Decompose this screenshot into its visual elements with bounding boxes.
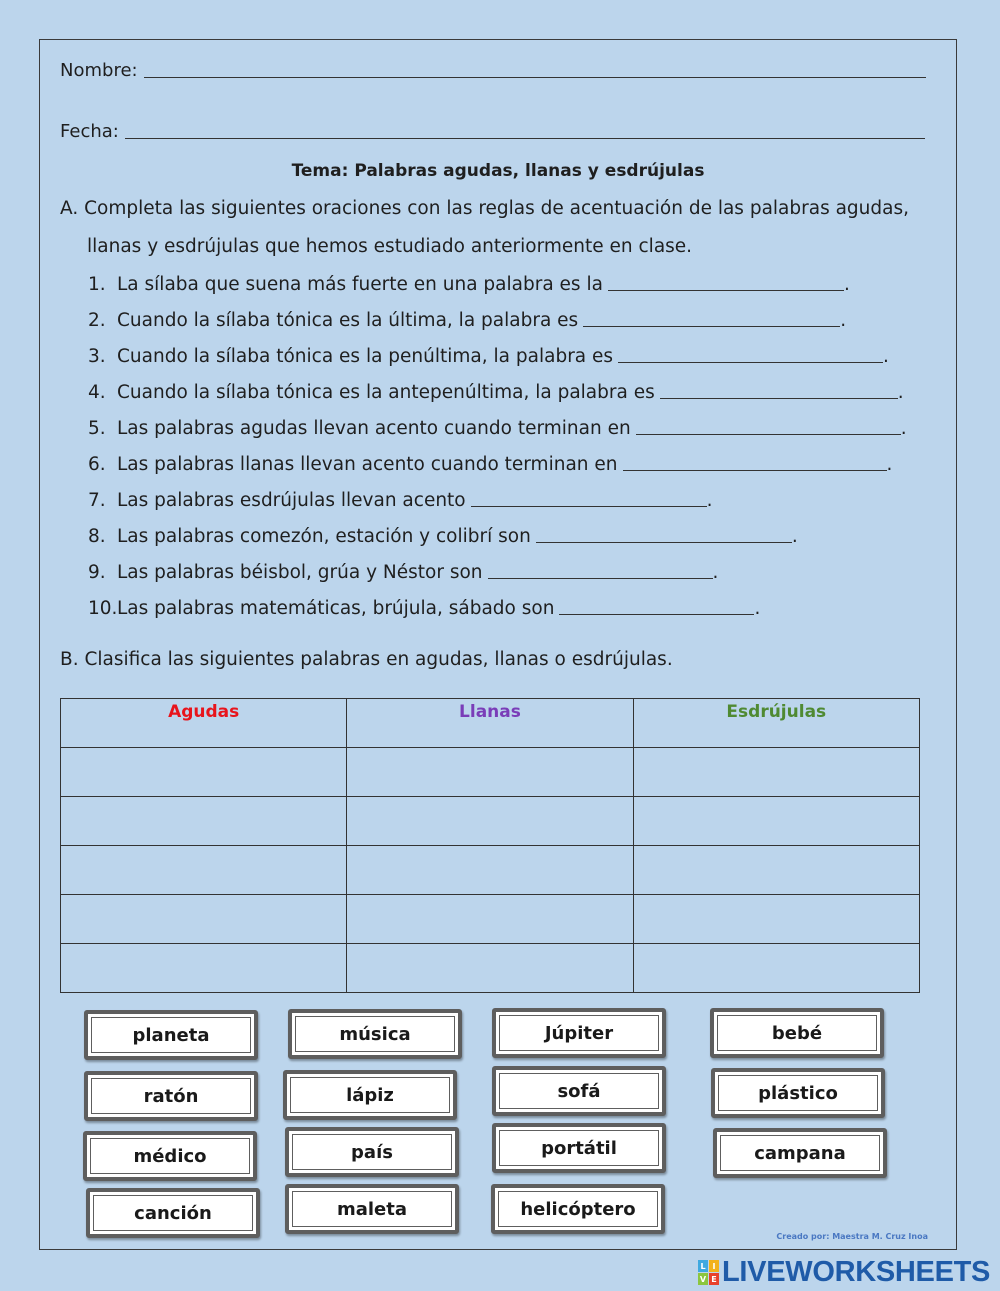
answer-blank[interactable] (488, 577, 713, 579)
question-period: . (886, 454, 893, 475)
question-item (88, 454, 892, 475)
question-number: 8. (88, 526, 106, 547)
answer-blank[interactable] (536, 541, 792, 543)
classification-table (60, 698, 920, 993)
question-number: 3. (88, 346, 106, 367)
drop-cell[interactable] (633, 748, 919, 797)
drop-cell[interactable] (633, 797, 919, 846)
question-period: . (900, 418, 907, 439)
question-number: 4. (88, 382, 106, 403)
answer-blank[interactable] (471, 505, 707, 507)
word-card[interactable] (285, 1127, 459, 1177)
worksheet-title: Tema: Palabras agudas, llanas y esdrújulas (291, 161, 705, 181)
question-number: 10. (88, 598, 118, 619)
question-text: La sílaba que suena más fuerte en una palabra es la (117, 274, 603, 295)
question-text: Las palabras béisbol, grúa y Néstor son (117, 562, 483, 583)
question-number: 2. (88, 310, 106, 331)
question-item (88, 562, 718, 583)
word-card-label: planeta (91, 1017, 251, 1053)
question-text: Cuando la sílaba tónica es la última, la palabra es (117, 310, 579, 331)
answer-blank[interactable] (559, 613, 754, 615)
word-card[interactable] (713, 1128, 887, 1178)
word-card-label: sofá (499, 1073, 659, 1109)
drop-cell[interactable] (633, 895, 919, 944)
question-item (88, 346, 889, 367)
word-card[interactable] (83, 1131, 257, 1181)
question-number: 9. (88, 562, 106, 583)
word-card[interactable] (491, 1184, 665, 1234)
answer-blank[interactable] (636, 433, 901, 435)
column-header-llanas: Llanas (347, 699, 633, 748)
date-input-line[interactable] (125, 137, 925, 139)
word-card[interactable] (283, 1070, 457, 1120)
word-card-label: portátil (499, 1130, 659, 1166)
drop-cell[interactable] (61, 797, 347, 846)
word-card[interactable] (86, 1188, 260, 1238)
question-text: Cuando la sílaba tónica es la penúltima, la palabra es (117, 346, 614, 367)
drop-cell[interactable] (633, 944, 919, 993)
word-card[interactable] (84, 1010, 258, 1060)
word-card-label: médico (90, 1138, 250, 1174)
name-field (60, 60, 926, 81)
column-header-esdrujulas: Esdrújulas (633, 699, 919, 748)
drop-cell[interactable] (347, 797, 633, 846)
question-period: . (791, 526, 798, 547)
word-card-label: lápiz (290, 1077, 450, 1113)
answer-blank[interactable] (608, 289, 844, 291)
word-card[interactable] (285, 1184, 459, 1234)
question-period: . (840, 310, 847, 331)
word-card-label: bebé (717, 1015, 877, 1051)
question-number: 1. (88, 274, 106, 295)
brand-name: LIVEWORKSHEETS (722, 1256, 991, 1288)
drop-cell[interactable] (347, 944, 633, 993)
question-text: Las palabras comezón, estación y colibrí son (117, 526, 531, 547)
author-credit: Creado por: Maestra M. Cruz Inoa (776, 1232, 928, 1241)
drop-cell[interactable] (347, 895, 633, 944)
question-period: . (712, 562, 719, 583)
word-card-label: plástico (718, 1075, 878, 1111)
word-card[interactable] (492, 1008, 666, 1058)
liveworksheets-brand (698, 1256, 990, 1289)
word-card-label: ratón (91, 1078, 251, 1114)
logo-letter: I (709, 1260, 719, 1272)
answer-blank[interactable] (583, 325, 840, 327)
question-item (88, 598, 760, 619)
logo-letter: L (698, 1260, 708, 1272)
drop-cell[interactable] (61, 944, 347, 993)
answer-blank[interactable] (660, 397, 898, 399)
question-text: Las palabras matemáticas, brújula, sábado son (117, 598, 555, 619)
drop-cell[interactable] (61, 895, 347, 944)
drop-cell[interactable] (61, 846, 347, 895)
worksheet (39, 39, 957, 1250)
drop-cell[interactable] (347, 748, 633, 797)
question-item (88, 526, 798, 547)
word-card-label: Júpiter (499, 1015, 659, 1051)
word-card-label: campana (720, 1135, 880, 1171)
question-period: . (706, 490, 713, 511)
question-period: . (883, 346, 889, 367)
question-number: 7. (88, 490, 106, 511)
question-text: Las palabras agudas llevan acento cuando terminan en (117, 418, 631, 439)
question-text: Las palabras llanas llevan acento cuando terminan en (117, 454, 618, 475)
drop-cell[interactable] (61, 748, 347, 797)
word-card-label: música (295, 1016, 455, 1052)
word-card[interactable] (710, 1008, 884, 1058)
answer-blank[interactable] (623, 469, 887, 471)
question-period: . (754, 598, 761, 619)
word-card-label: helicóptero (498, 1191, 658, 1227)
question-number: 5. (88, 418, 106, 439)
question-number: 6. (88, 454, 106, 475)
question-item (88, 418, 907, 439)
word-card[interactable] (288, 1009, 462, 1059)
question-item (88, 490, 713, 511)
word-card[interactable] (492, 1123, 666, 1173)
name-label: Nombre: (60, 60, 138, 81)
date-field (60, 121, 925, 142)
word-card-label: canción (93, 1195, 253, 1231)
question-period: . (843, 274, 850, 295)
word-card-label: país (292, 1134, 452, 1170)
logo-letter: E (709, 1273, 719, 1285)
question-item (88, 274, 850, 295)
drop-cell[interactable] (633, 846, 919, 895)
section-a-instruction-line1: A. Completa las siguientes oraciones con las reglas de acentuación de las palabras agudas, (60, 198, 909, 219)
date-label: Fecha: (60, 121, 119, 142)
liveworksheets-logo-icon (698, 1260, 719, 1285)
question-item (88, 382, 904, 403)
question-text: Las palabras esdrújulas llevan acento (117, 490, 466, 511)
drop-cell[interactable] (347, 846, 633, 895)
question-period: . (897, 382, 904, 403)
name-input-line[interactable] (144, 76, 926, 78)
logo-letter: V (699, 1274, 707, 1284)
word-card[interactable] (711, 1068, 885, 1118)
word-card[interactable] (492, 1066, 666, 1116)
section-b-instruction: B. Clasifica las siguientes palabras en agudas, llanas o esdrújulas. (60, 649, 673, 670)
section-a-instruction-line2: llanas y esdrújulas que hemos estudiado anteriormente en clase. (87, 236, 693, 257)
column-header-agudas: Agudas (61, 699, 347, 748)
word-card-label: maleta (292, 1191, 452, 1227)
question-text: Cuando la sílaba tónica es la antepenúltima, la palabra es (117, 382, 655, 403)
answer-blank[interactable] (618, 361, 883, 363)
question-item (88, 310, 846, 331)
word-card[interactable] (84, 1071, 258, 1121)
